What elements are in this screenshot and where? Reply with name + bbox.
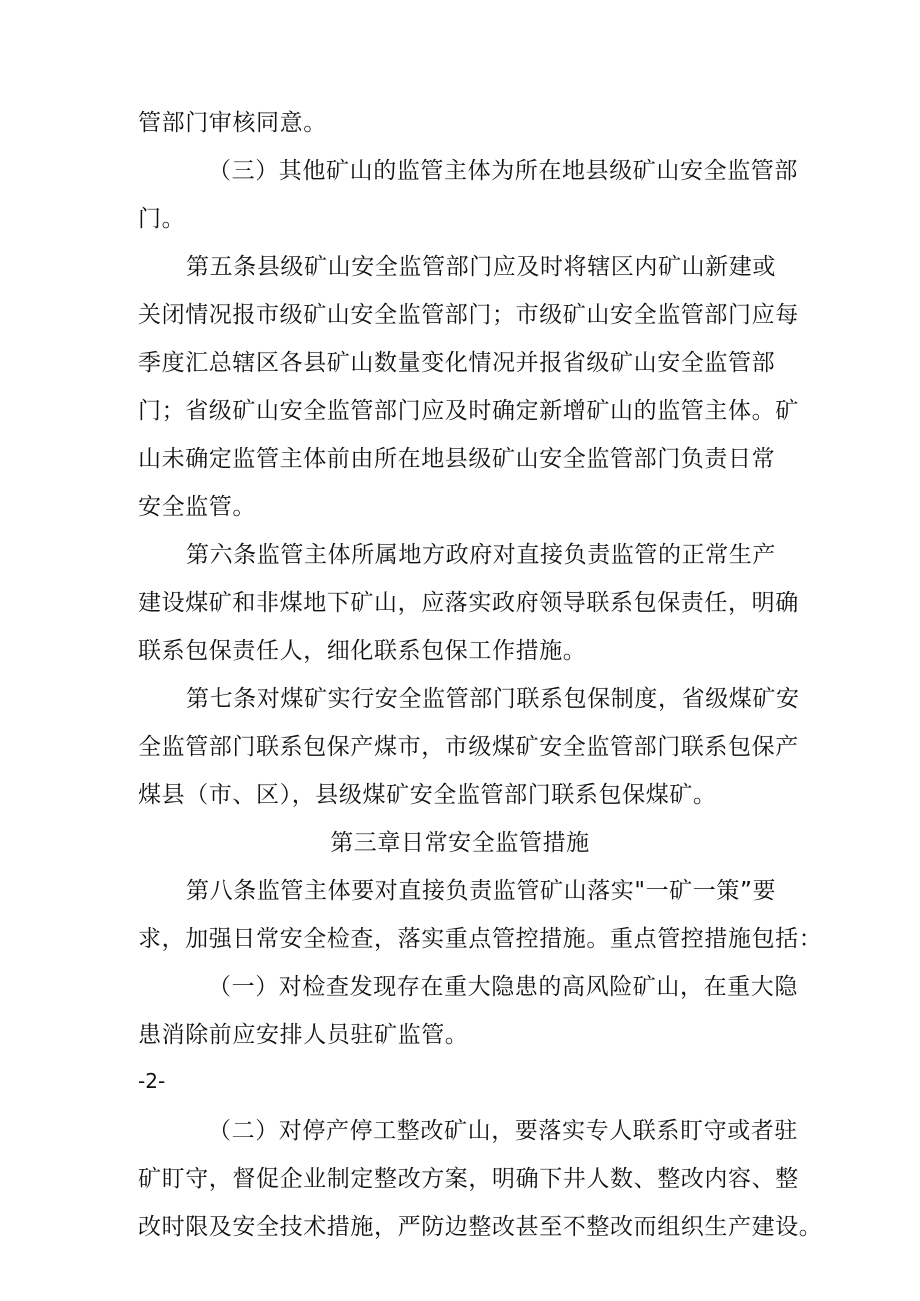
text-line: 季度汇总辖区各县矿山数量变化情况并报省级矿山安全监管部 — [138, 350, 776, 376]
text-line: 矿盯守，督促企业制定整改方案，明确下井人数、整改内容、整 — [138, 1166, 799, 1192]
page-number: -2- — [138, 1069, 166, 1093]
chapter-heading: 第三章日常安全监管措施 — [330, 830, 590, 856]
text-line: （二）对停产停工整改矿山，要落实专人联系盯守或者驻 — [208, 1118, 798, 1144]
text-line: 安全监管。 — [138, 494, 256, 520]
text-line: （一）对检查发现存在重大隐患的高风险矿山，在重大隐 — [208, 974, 798, 1000]
text-line: 联系包保责任人，细化联系包保工作措施。 — [138, 638, 587, 664]
text-line: （三）其他矿山的监管主体为所在地县级矿山安全监管部 — [208, 158, 798, 184]
text-line: 关闭情况报市级矿山安全监管部门；市级矿山安全监管部门应每 — [138, 302, 799, 328]
text-line: 第七条对煤矿实行安全监管部门联系包保制度，省级煤矿安 — [186, 686, 800, 712]
text-line: 第五条县级矿山安全监管部门应及时将辖区内矿山新建或 — [186, 254, 776, 280]
text-line: 建设煤矿和非煤地下矿山，应落实政府领导联系包保责任，明确 — [138, 590, 799, 616]
text-line: 全监管部门联系包保产煤市，市级煤矿安全监管部门联系包保产 — [138, 734, 799, 760]
text-line: 煤县（市、区），县级煤矿安全监管部门联系包保煤矿。 — [138, 782, 717, 808]
text-line: 门；省级矿山安全监管部门应及时确定新增矿山的监管主体。矿 — [138, 398, 799, 424]
text-line: 第八条监管主体要对直接负责监管矿山落实"一矿一策”要 — [186, 878, 777, 904]
text-line: 管部门审核同意。 — [138, 110, 327, 136]
text-line: 门。 — [138, 206, 186, 232]
text-line: 改时限及安全技术措施，严防边整改甚至不整改而组织生产建设。 — [138, 1214, 823, 1240]
text-line: 患消除前应安排人员驻矿监管。 — [138, 1022, 469, 1048]
text-line: 第六条监管主体所属地方政府对直接负责监管的正常生产 — [186, 542, 776, 568]
text-line: 求，加强日常安全检查，落实重点管控措施。重点管控措施包括： — [138, 926, 823, 952]
text-line: 山未确定监管主体前由所在地县级矿山安全监管部门负责日常 — [138, 446, 776, 472]
